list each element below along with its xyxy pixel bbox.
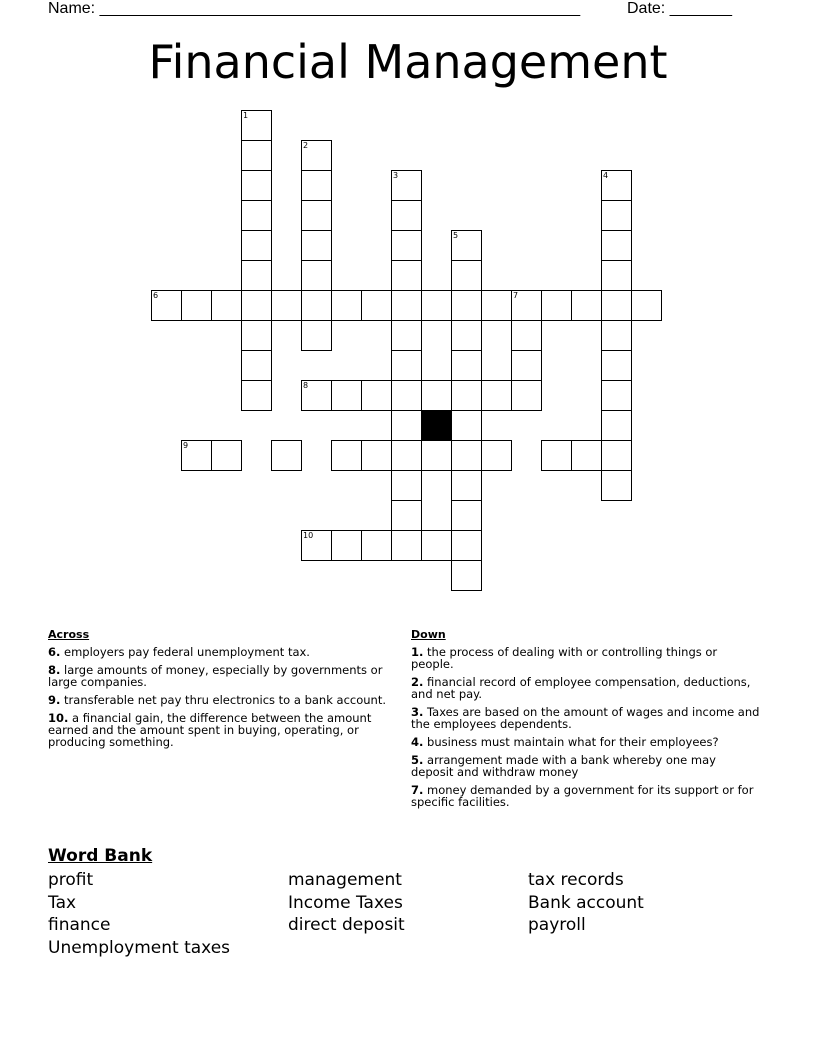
crossword-cell[interactable] <box>571 290 602 321</box>
crossword-cell[interactable] <box>181 290 212 321</box>
crossword-cell[interactable] <box>241 320 272 351</box>
crossword-cell[interactable] <box>271 440 302 471</box>
crossword-cell[interactable] <box>241 260 272 291</box>
word-bank-item: Income Taxes <box>288 892 403 913</box>
word-bank-item: tax records <box>528 870 624 890</box>
crossword-cell[interactable] <box>421 530 452 561</box>
crossword-cell[interactable] <box>511 290 542 321</box>
across-clues <box>48 628 393 754</box>
clue-text: transferable net pay thru electronics to a bank account. <box>64 693 386 707</box>
clue-text: financial record of employee compensation, deductions, and net pay. <box>411 675 751 701</box>
crossword-cell[interactable] <box>391 260 422 291</box>
crossword-cell[interactable] <box>241 140 272 171</box>
clue-num: 5. <box>411 753 424 767</box>
clue-text: Taxes are based on the amount of wages and income and the employees dependents. <box>411 705 760 731</box>
crossword-cell[interactable] <box>481 290 512 321</box>
down-clue <box>411 676 761 700</box>
crossword-cell[interactable] <box>451 470 482 501</box>
down-clues <box>411 628 761 814</box>
word-bank-list <box>48 869 788 959</box>
crossword-cell[interactable] <box>601 200 632 231</box>
crossword-cell[interactable] <box>571 440 602 471</box>
name-field-label[interactable]: Name: ______________________________________________________ <box>48 0 581 17</box>
crossword-cell[interactable] <box>601 470 632 501</box>
down-clue <box>411 646 761 670</box>
crossword-cell[interactable] <box>601 350 632 381</box>
crossword-cell[interactable] <box>391 290 422 321</box>
word-bank-item: Unemployment taxes <box>48 937 231 958</box>
crossword-cell[interactable] <box>541 290 572 321</box>
clue-num: 4. <box>411 735 424 749</box>
word-bank-item: management <box>288 870 402 890</box>
crossword-cell[interactable] <box>301 260 332 291</box>
clue-num: 9. <box>48 693 61 707</box>
crossword-cell[interactable] <box>451 530 482 561</box>
down-clue <box>411 706 761 730</box>
crossword-cell[interactable] <box>391 530 422 561</box>
crossword-cell[interactable] <box>391 470 422 501</box>
crossword-cell[interactable] <box>451 260 482 291</box>
clue-num: 1. <box>411 645 424 659</box>
word-bank-item: profit <box>48 870 94 890</box>
clue-text: employers pay federal unemployment tax. <box>64 645 310 659</box>
clue-number: 2 <box>303 141 309 150</box>
crossword-cell[interactable] <box>421 290 452 321</box>
crossword-cell[interactable] <box>361 380 392 411</box>
crossword-cell[interactable] <box>301 290 332 321</box>
clue-number: 6 <box>153 291 159 300</box>
crossword-cell[interactable] <box>331 440 362 471</box>
clue-text: arrangement made with a bank whereby one may deposit and withdraw money <box>411 753 716 779</box>
across-clue <box>48 646 393 658</box>
clue-text: large amounts of money, especially by governments or large companies. <box>48 663 383 689</box>
word-bank-item: Tax <box>48 892 77 913</box>
clue-num: 10. <box>48 711 69 725</box>
crossword-cell[interactable] <box>241 350 272 381</box>
crossword-cell[interactable] <box>301 170 332 201</box>
date-field-label[interactable]: Date: _______ <box>627 0 732 17</box>
crossword-cell[interactable] <box>601 290 632 321</box>
crossword-cell[interactable] <box>511 320 542 351</box>
crossword-cell[interactable] <box>391 410 422 441</box>
clue-number: 8 <box>303 381 309 390</box>
page-title: Financial Management <box>148 35 668 89</box>
clue-number: 4 <box>603 171 609 180</box>
crossword-cell[interactable] <box>361 290 392 321</box>
black-cell <box>421 410 452 441</box>
crossword-cell[interactable] <box>601 380 632 411</box>
crossword-cell[interactable] <box>601 410 632 441</box>
crossword-cell[interactable] <box>391 350 422 381</box>
crossword-cell[interactable] <box>241 290 272 321</box>
crossword-cell[interactable] <box>451 410 482 441</box>
word-bank-item: direct deposit <box>288 915 405 935</box>
crossword-cell[interactable] <box>361 440 392 471</box>
crossword-cell[interactable] <box>151 290 182 321</box>
crossword-cell[interactable] <box>181 440 212 471</box>
crossword-cell[interactable] <box>601 320 632 351</box>
crossword-cell[interactable] <box>241 200 272 231</box>
word-bank-item: Bank account <box>528 892 644 913</box>
crossword-cell[interactable] <box>301 380 332 411</box>
clue-number: 9 <box>183 441 189 450</box>
crossword-cell[interactable] <box>451 320 482 351</box>
crossword-cell[interactable] <box>391 320 422 351</box>
crossword-cell[interactable] <box>241 170 272 201</box>
crossword-cell[interactable] <box>301 530 332 561</box>
word-bank <box>48 845 788 959</box>
clue-text: money demanded by a government for its support or for specific facilities. <box>411 783 754 809</box>
clue-text: the process of dealing with or controlling things or people. <box>411 645 718 671</box>
clue-text: business must maintain what for their employees? <box>427 735 719 749</box>
word-bank-title: Word Bank <box>48 846 153 866</box>
crossword-cell[interactable] <box>211 440 242 471</box>
crossword-cell[interactable] <box>451 290 482 321</box>
across-clue <box>48 712 393 748</box>
crossword-cell[interactable] <box>301 320 332 351</box>
clue-number: 5 <box>453 231 459 240</box>
crossword-cell[interactable] <box>451 500 482 531</box>
crossword-cell[interactable] <box>301 140 332 171</box>
crossword-cell[interactable] <box>511 380 542 411</box>
crossword-cell[interactable] <box>391 440 422 471</box>
crossword-cell[interactable] <box>451 440 482 471</box>
clue-num: 2. <box>411 675 424 689</box>
crossword-cell[interactable] <box>601 170 632 201</box>
down-heading: Down <box>411 628 446 641</box>
word-bank-item: finance <box>48 915 111 935</box>
crossword-cell[interactable] <box>601 260 632 291</box>
crossword-cell[interactable] <box>631 290 662 321</box>
crossword-cell[interactable] <box>391 380 422 411</box>
crossword-cell[interactable] <box>541 440 572 471</box>
clue-number: 3 <box>393 171 399 180</box>
clue-text: a financial gain, the difference between the amount earned and the amount spent in buying, operating, or producing something. <box>48 711 372 749</box>
across-clue <box>48 694 393 706</box>
clue-number: 7 <box>513 291 519 300</box>
crossword-cell[interactable] <box>211 290 242 321</box>
crossword-cell[interactable] <box>391 200 422 231</box>
across-clue <box>48 664 393 688</box>
crossword-cell[interactable] <box>421 440 452 471</box>
crossword-cell[interactable] <box>271 290 302 321</box>
crossword-cell[interactable] <box>601 230 632 261</box>
crossword-cell[interactable] <box>331 380 362 411</box>
clue-num: 6. <box>48 645 61 659</box>
crossword-cell[interactable] <box>421 380 452 411</box>
crossword-cell[interactable] <box>451 230 482 261</box>
crossword-cell[interactable] <box>451 350 482 381</box>
clue-number: 1 <box>243 111 249 120</box>
clue-number: 10 <box>303 531 314 540</box>
crossword-cell[interactable] <box>601 440 632 471</box>
crossword-cell[interactable] <box>361 530 392 561</box>
down-clue <box>411 754 761 778</box>
crossword-cell[interactable] <box>451 380 482 411</box>
crossword-cell[interactable] <box>391 170 422 201</box>
crossword-cell[interactable] <box>481 440 512 471</box>
clue-num: 8. <box>48 663 61 677</box>
crossword-cell[interactable] <box>391 500 422 531</box>
crossword-cell[interactable] <box>511 350 542 381</box>
crossword-cell[interactable] <box>451 560 482 591</box>
crossword-cell[interactable] <box>241 380 272 411</box>
crossword-cell[interactable] <box>481 380 512 411</box>
crossword-cell[interactable] <box>331 530 362 561</box>
crossword-cell[interactable] <box>301 230 332 261</box>
down-clue <box>411 784 761 808</box>
crossword-cell[interactable] <box>391 230 422 261</box>
clue-num: 3. <box>411 705 424 719</box>
down-clue <box>411 736 761 748</box>
crossword-cell[interactable] <box>331 290 362 321</box>
crossword-cell[interactable] <box>241 110 272 141</box>
across-heading: Across <box>48 628 90 641</box>
word-bank-item: payroll <box>528 915 586 935</box>
clue-num: 7. <box>411 783 424 797</box>
crossword-cell[interactable] <box>301 200 332 231</box>
crossword-cell[interactable] <box>241 230 272 261</box>
